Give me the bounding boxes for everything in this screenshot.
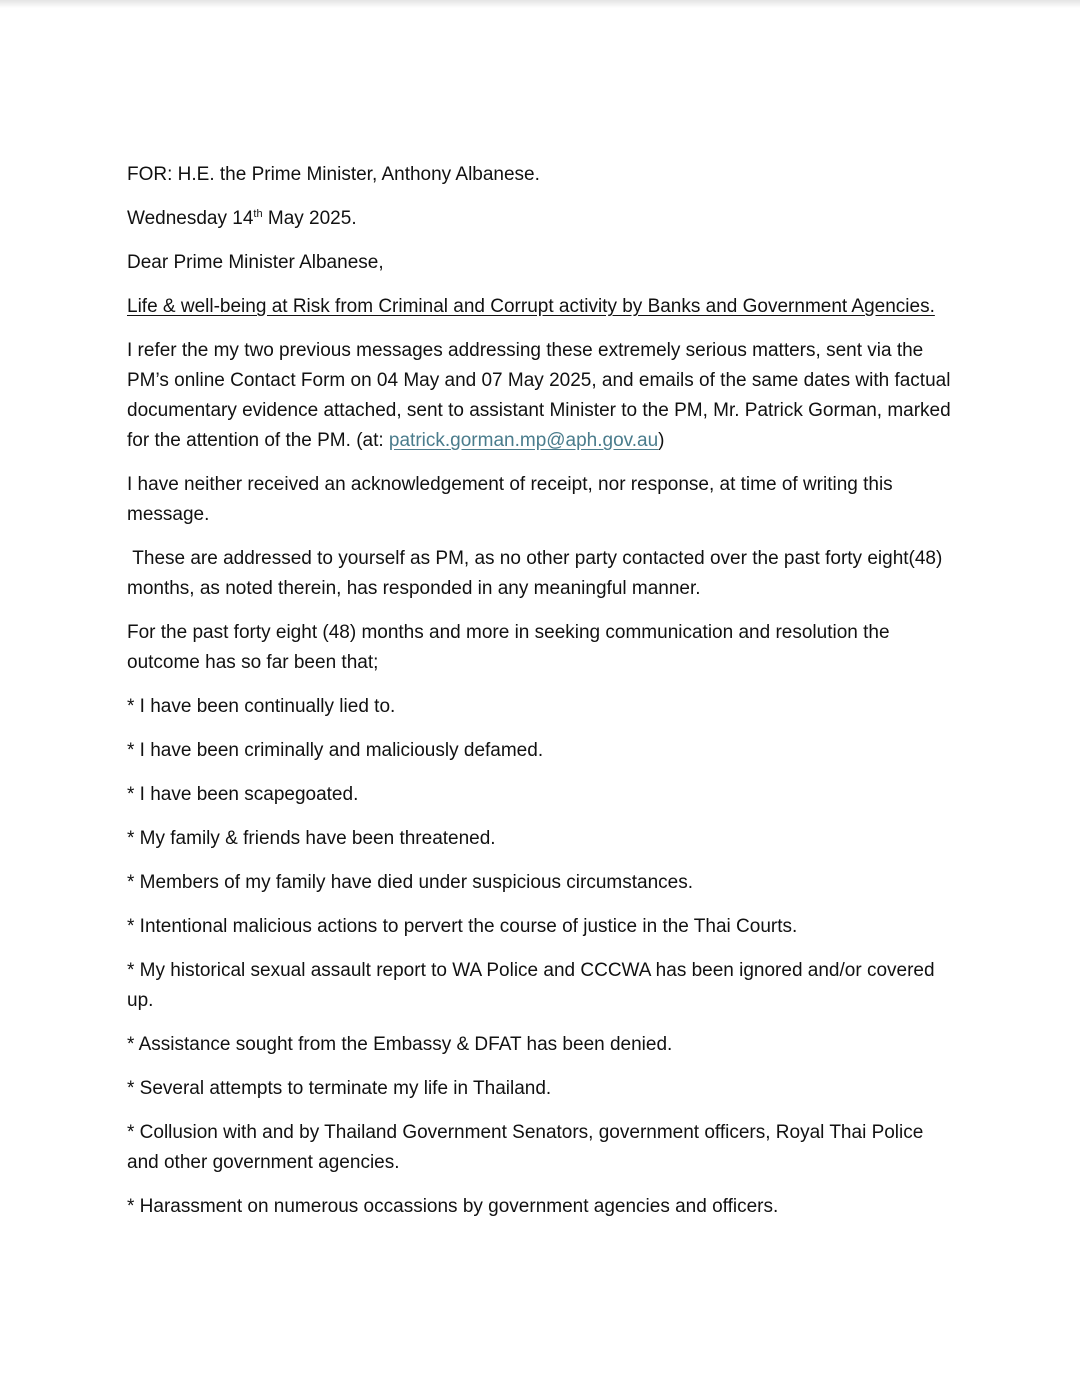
paragraph-no-response: I have neither received an acknowledgement of receipt, nor response, at time of writing this message. — [127, 474, 898, 525]
paragraph-close-paren: ) — [658, 430, 665, 451]
email-link[interactable]: patrick.gorman.mp@aph.gov.au — [388, 430, 659, 451]
bullet-item: * Several attempts to terminate my life in Thailand. — [127, 1078, 552, 1099]
bullet-item: * My family & friends have been threatened. — [127, 828, 496, 849]
recipient-line: FOR: H.E. the Prime Minister, Anthony Albanese. — [127, 164, 540, 185]
bullet-item: * Assistance sought from the Embassy & DFAT has been denied. — [127, 1034, 673, 1055]
date-day: Wednesday 14 — [127, 208, 254, 229]
bullet-item: * Intentional malicious actions to pervert the course of justice in the Thai Courts. — [127, 916, 798, 937]
bullet-item: * Harassment on numerous occassions by government agencies and officers. — [127, 1196, 779, 1217]
salutation: Dear Prime Minister Albanese, — [127, 252, 384, 273]
paragraph-previous-messages-text: I refer the my two previous messages addressing these extremely serious matters, sent via the PM’s online Contact Form on 04 May and 07 May 2025, and emails of the same dates with factual documentary evidence attached, sent to assistant Minister to the PM, Mr. Patrick Gorman, marked for the attention of the PM. (at: — [127, 340, 956, 451]
paragraph-previous-messages — [127, 336, 957, 456]
paragraph-outcome: For the past forty eight (48) months and more in seeking communication and resolution the outcome has so far been that; — [127, 622, 895, 673]
date-ordinal-suffix: th — [253, 208, 263, 220]
subject-line: Life & well-being at Risk from Criminal and Corrupt activity by Banks and Government Agencies. — [127, 296, 935, 317]
page-top-edge — [0, 0, 1080, 8]
date-month-year: May 2025. — [262, 208, 357, 229]
bullet-item: * Collusion with and by Thailand Government Senators, government officers, Royal Thai Police and other government agencies. — [127, 1122, 929, 1173]
bullet-item: * I have been scapegoated. — [127, 784, 359, 805]
bullet-item: * Members of my family have died under suspicious circumstances. — [127, 872, 694, 893]
bullet-item: * I have been criminally and maliciously defamed. — [127, 740, 544, 761]
letter-page — [127, 160, 957, 1236]
letter-date — [127, 204, 957, 234]
bullet-item: * My historical sexual assault report to WA Police and CCCWA has been ignored and/or covered up. — [127, 960, 940, 1011]
paragraph-addressed-to-pm: These are addressed to yourself as PM, as no other party contacted over the past forty eight(48) months, as noted therein, has responded in any meaningful manner. — [127, 548, 948, 599]
bullet-item: * I have been continually lied to. — [127, 696, 396, 717]
